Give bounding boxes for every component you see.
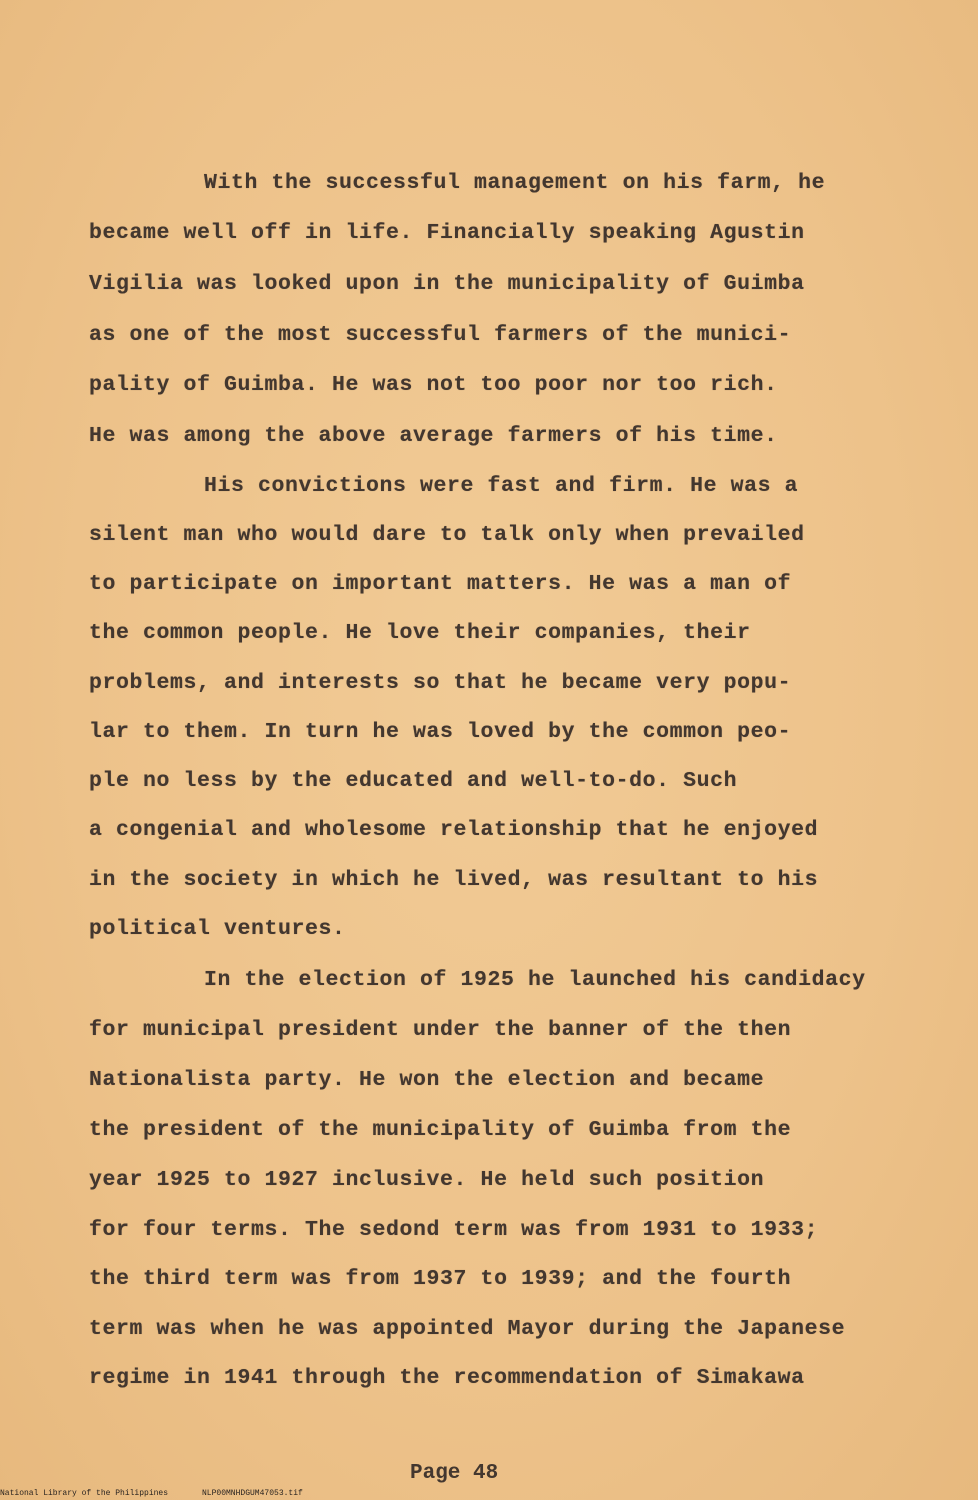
- footer-library-credit: National Library of the Philippines: [0, 1489, 169, 1498]
- text-line: pality of Guimba. He was not too poor nor too rich.: [89, 373, 778, 397]
- text-line: for four terms. The sedond term was from 1931 to 1933;: [89, 1218, 819, 1242]
- text-line: a congenial and wholesome relationship that he enjoyed: [89, 818, 819, 842]
- text-line: ple no less by the educated and well-to-do. Such: [89, 769, 738, 793]
- text-line: He was among the above average farmers of his time.: [89, 424, 778, 448]
- text-line: problems, and interests so that he became very popu-: [89, 671, 792, 695]
- page-number: Page 48: [410, 1462, 499, 1485]
- footer-file-name: NLP00MNHDGUM47053.tif: [202, 1489, 303, 1498]
- text-line: the president of the municipality of Guimba from the: [89, 1118, 792, 1142]
- text-line: With the successful management on his farm, he: [204, 171, 826, 195]
- text-line: became well off in life. Financially speaking Agustin: [89, 221, 805, 245]
- text-line: term was when he was appointed Mayor during the Japanese: [89, 1317, 846, 1341]
- text-line: the third term was from 1937 to 1939; and the fourth: [89, 1267, 792, 1291]
- text-line: His convictions were fast and firm. He was a: [204, 474, 799, 498]
- text-line: In the election of 1925 he launched his candidacy: [204, 968, 866, 992]
- text-line: silent man who would dare to talk only when prevailed: [89, 523, 805, 547]
- text-line: as one of the most successful farmers of the munici-: [89, 323, 792, 347]
- text-line: in the society in which he lived, was resultant to his: [89, 868, 819, 892]
- text-line: political ventures.: [89, 917, 346, 941]
- text-line: Vigilia was looked upon in the municipality of Guimba: [89, 272, 805, 296]
- text-line: year 1925 to 1927 inclusive. He held such position: [89, 1168, 765, 1192]
- text-line: lar to them. In turn he was loved by the common peo-: [89, 720, 792, 744]
- text-line: to participate on important matters. He was a man of: [89, 572, 792, 596]
- text-line: Nationalista party. He won the election and became: [89, 1068, 765, 1092]
- text-line: regime in 1941 through the recommendation of Simakawa: [89, 1366, 805, 1390]
- text-line: for municipal president under the banner of the then: [89, 1018, 792, 1042]
- text-line: the common people. He love their companies, their: [89, 621, 751, 645]
